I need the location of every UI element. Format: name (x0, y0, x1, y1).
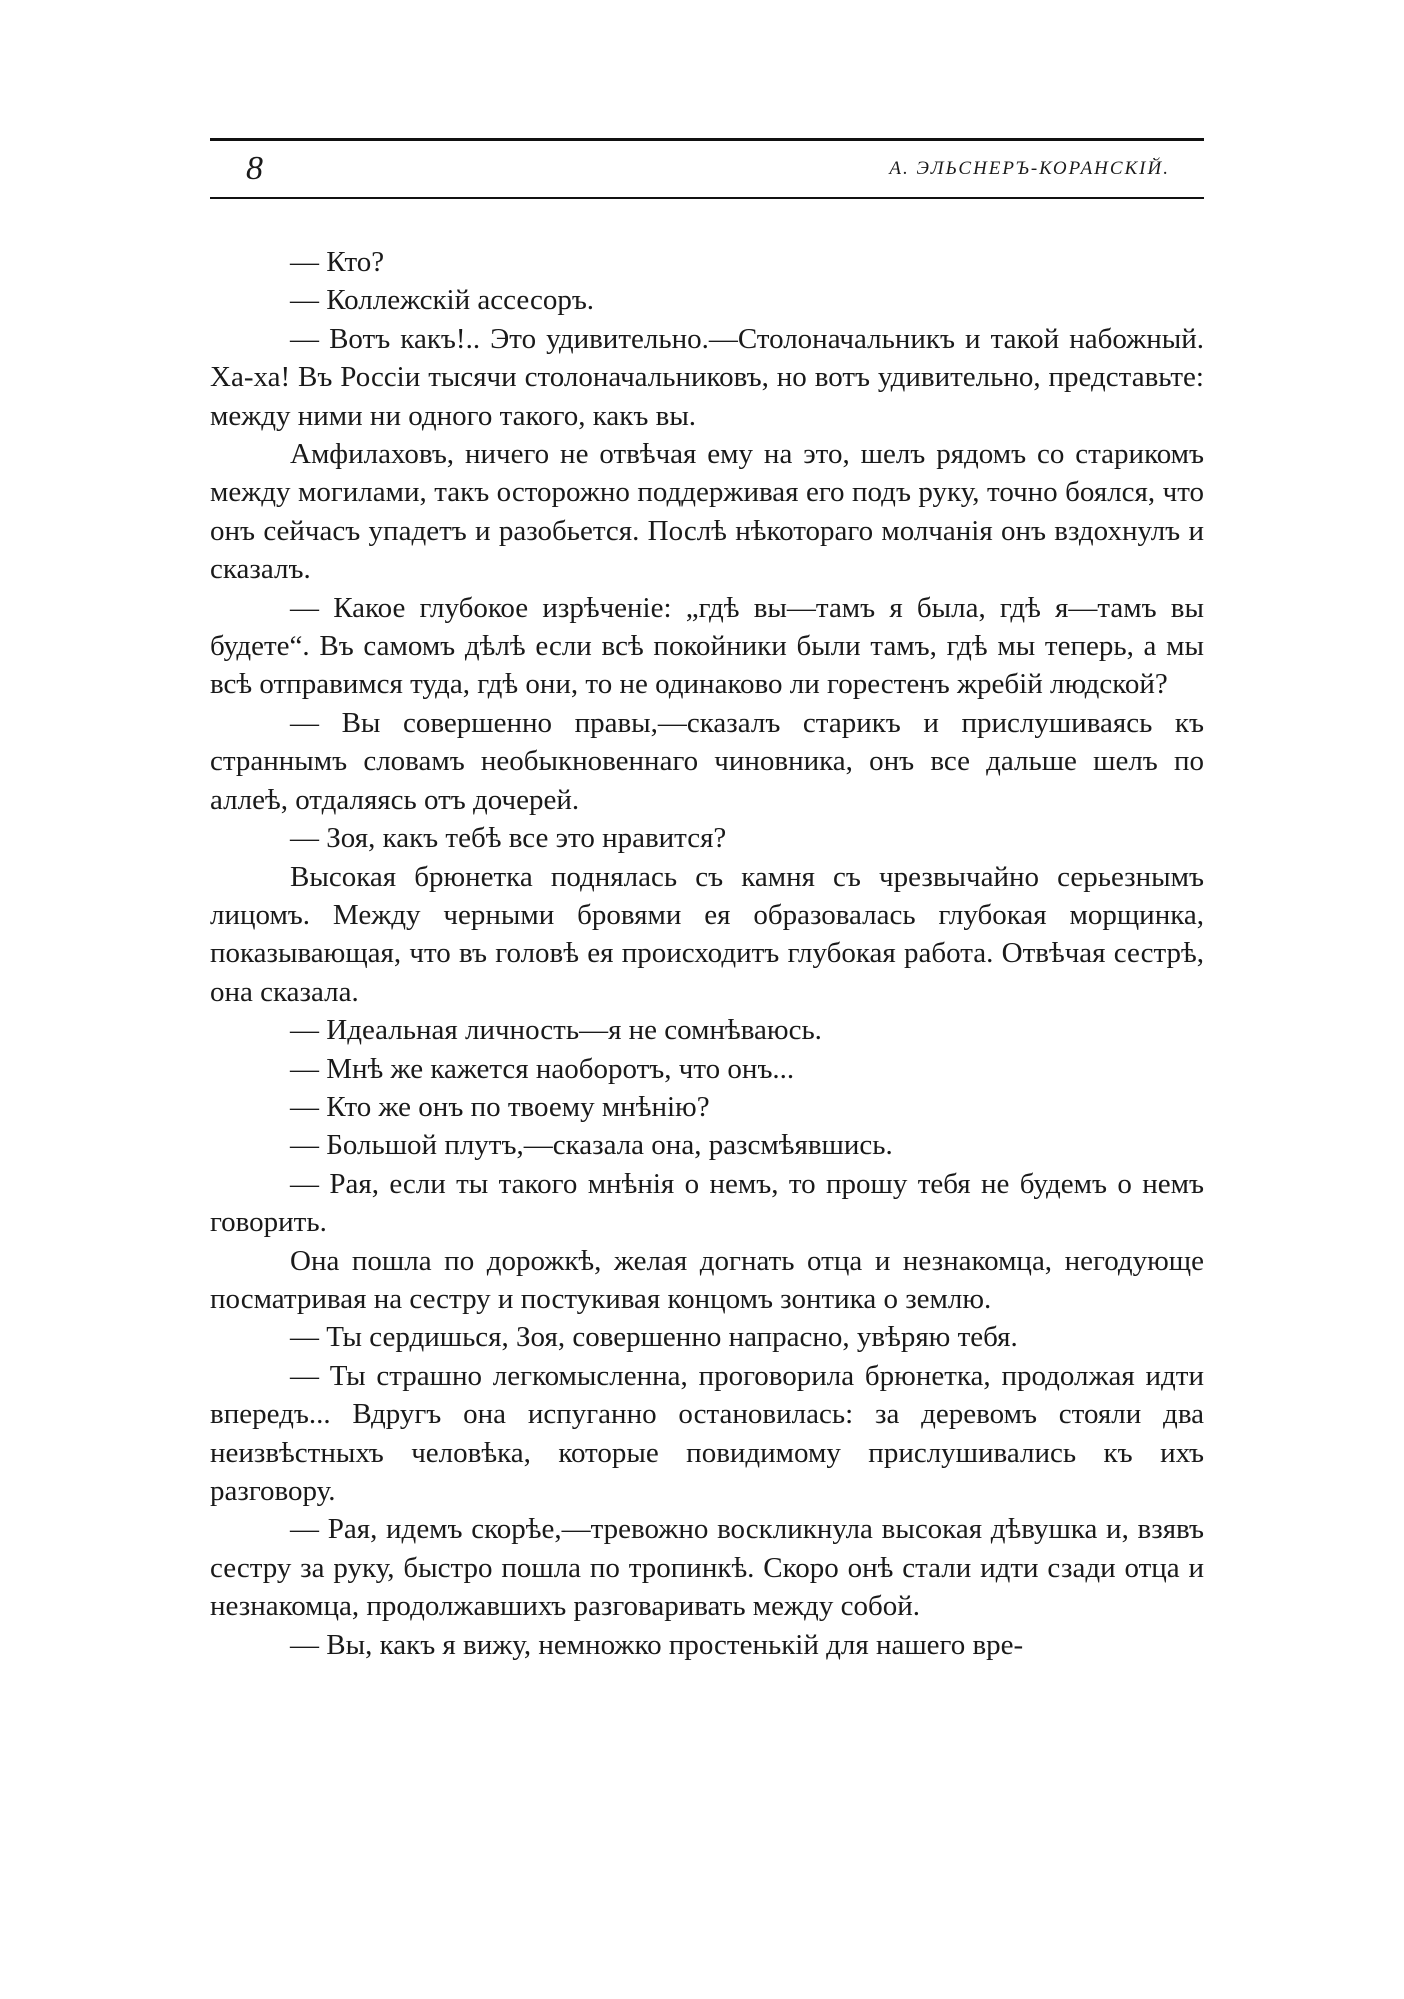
running-head: А. ЭЛЬСНЕРЪ-КОРАНСКІЙ. (889, 158, 1170, 179)
paragraph: — Кто? (290, 246, 385, 278)
paragraph: — Кто же онъ по твоему мнѣнію? (290, 1090, 710, 1123)
paragraph: Амфилаховъ, ничего не отвѣчая ему на это, шелъ рядомъ со старикомъ между могилами, такъ осторожно поддерживая его подъ руку, точно боялся, что онъ сейчасъ упадетъ и разобьется. Послѣ нѣкотораго молчанія онъ вздохнулъ и сказалъ. (210, 438, 1204, 586)
paragraph: — Какое глубокое изрѣченіе: „гдѣ вы—тамъ я была, гдѣ я—тамъ вы будете“. Въ самомъ дѣлѣ если всѣ покойники были тамъ, гдѣ мы теперь, а мы всѣ отправимся туда, гдѣ они, то не одинаково ли горестенъ жребій людской? (210, 591, 1204, 701)
paragraph: — Вы, какъ я вижу, немножко простенькій для нашего вре- (290, 1628, 1024, 1661)
page-header (210, 146, 1204, 192)
paragraph: — Коллежскій ассесоръ. (290, 284, 595, 317)
paragraph: — Зоя, какъ тебѣ все это нравится? (290, 822, 727, 855)
paragraph: — Вы совершенно правы,—сказалъ старикъ и прислушиваясь къ страннымъ словамъ необыкновеннаго чиновника, онъ все дальше шелъ по аллеѣ, отдаляясь отъ дочерей. (210, 706, 1204, 816)
paragraph: — Большой плутъ,—сказала она, разсмѣявшись. (290, 1129, 893, 1162)
paragraph: Высокая брюнетка поднялась съ камня съ чрезвычайно серьезнымъ лицомъ. Между черными бровями ея образовалась глубокая морщинка, показывающая, что въ головѣ ея происходитъ глубокая работа. Отвѣчая сестрѣ, она сказала. (210, 860, 1204, 1008)
paragraph: Она пошла по дорожкѣ, желая догнать отца и незнакомца, негодующе посматривая на сестру и постукивая концомъ зонтика о землю. (210, 1244, 1204, 1315)
paragraph: — Мнѣ же кажется наоборотъ, что онъ... (290, 1052, 795, 1085)
paragraph: — Идеальная личность—я не сомнѣваюсь. (290, 1014, 822, 1047)
header-top-rule (210, 138, 1204, 141)
body-text (210, 243, 1204, 1664)
paragraph: — Вотъ какъ!.. Это удивительно.—Столоначальникъ и такой набожный. Ха-ха! Въ Россіи тысячи столоначальниковъ, но вотъ удивительно, представьте: между ними ни одного такого, какъ вы. (210, 322, 1204, 432)
page-number: 8 (246, 150, 263, 187)
paragraph: — Рая, если ты такого мнѣнія о немъ, то прошу тебя не будемъ о немъ говорить. (210, 1167, 1204, 1239)
paragraph: — Ты сердишься, Зоя, совершенно напрасно, увѣряю тебя. (290, 1321, 1018, 1354)
paragraph: — Рая, идемъ скорѣе,—тревожно воскликнула высокая дѣвушка и, взявъ сестру за руку, быстро пошла по тропинкѣ. Скоро онѣ стали идти сзади отца и незнакомца, продолжавшихъ разговаривать между собой. (210, 1513, 1204, 1623)
paragraph: — Ты страшно легкомысленна, проговорила брюнетка, продолжая идти впередъ... Вдругъ она испуганно остановилась: за деревомъ стояли два неизвѣстныхъ человѣка, которые повидимому прислушивались къ ихъ разговору. (210, 1359, 1204, 1507)
header-bottom-rule (210, 197, 1204, 199)
